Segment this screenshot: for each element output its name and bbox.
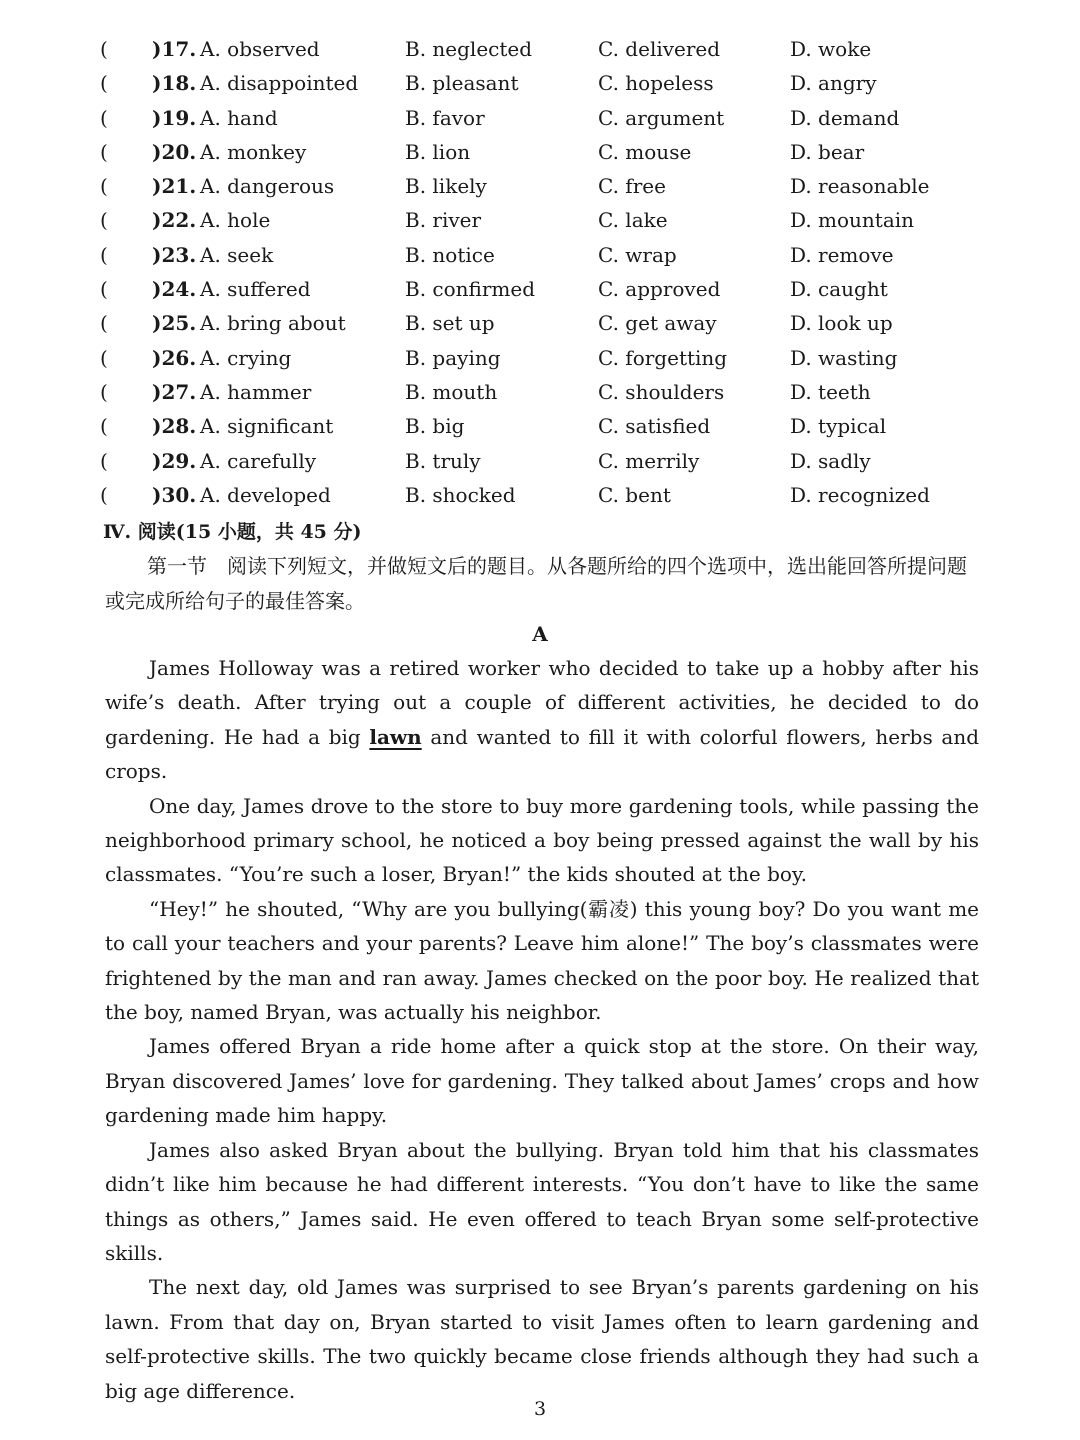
option-a: A. developed <box>200 482 331 507</box>
option-b: B. big <box>405 414 465 439</box>
underlined-word: lawn <box>369 724 422 749</box>
answer-bracket: ( <box>100 311 108 336</box>
option-d: D. sadly <box>790 448 871 473</box>
answer-bracket: ( <box>100 242 108 267</box>
question-row <box>0 444 1080 478</box>
answer-bracket: ( <box>100 414 108 439</box>
question-row <box>0 409 1080 443</box>
option-a: A. dangerous <box>200 174 335 199</box>
reading-passage <box>105 651 979 1408</box>
option-a: A. seek <box>200 242 274 267</box>
passage-paragraph-5: James also asked Bryan about the bullying. Bryan told him that his classmates didn’t like him because he had different interests. “You don’t have to like the same things as others,” James said. He even offered to teach Bryan some self-protective skills. <box>105 1137 979 1265</box>
answer-bracket: ( <box>100 208 108 233</box>
option-a: A. hole <box>200 208 271 233</box>
option-d: D. mountain <box>790 208 915 233</box>
option-a: A. significant <box>200 414 334 439</box>
option-c: C. merrily <box>598 448 700 473</box>
option-d: D. reasonable <box>790 174 930 199</box>
answer-bracket: ( <box>100 448 108 473</box>
answer-bracket: ( <box>100 71 108 96</box>
question-row <box>0 203 1080 237</box>
question-row <box>0 169 1080 203</box>
passage-paragraph-4: James offered Bryan a ride home after a quick stop at the store. On their way, Bryan discovered James’ love for gardening. They talked about James’ crops and how gardening made him happy. <box>105 1034 979 1128</box>
section-instructions: 第一节 阅读下列短文，并做短文后的题目。从各题所给的四个选项中，选出能回答所提问题或完成所给句子的最佳答案。 <box>105 554 967 613</box>
option-b: B. notice <box>405 242 495 267</box>
option-b: B. lion <box>405 139 471 164</box>
passage-paragraph-3: “Hey!” he shouted, “Why are you bullying(霸凌) this young boy? Do you want me to call your teachers and your parents? Leave him alone!” The boy’s classmates were frightened by the man and ran away. James checked on the poor boy. He realized that the boy, named Bryan, was actually his neighbor. <box>105 896 979 1025</box>
question-number: )21. <box>152 174 197 199</box>
option-b: B. confirmed <box>405 277 536 302</box>
option-c: C. satisfied <box>598 414 711 439</box>
answer-bracket: ( <box>100 105 108 130</box>
option-d: D. caught <box>790 277 888 302</box>
question-number: )20. <box>152 139 197 164</box>
option-b: B. set up <box>405 311 495 336</box>
question-row <box>0 135 1080 169</box>
option-a: A. crying <box>200 345 292 370</box>
option-b: B. shocked <box>405 482 516 507</box>
passage-title: A <box>532 622 548 646</box>
question-number: )28. <box>152 414 197 439</box>
option-c: C. bent <box>598 482 671 507</box>
option-c: C. mouse <box>598 139 692 164</box>
option-c: C. wrap <box>598 242 677 267</box>
option-c: C. delivered <box>598 37 721 61</box>
option-a: A. carefully <box>200 448 317 473</box>
option-d: D. recognized <box>790 482 930 507</box>
option-a: A. bring about <box>200 311 346 336</box>
answer-bracket: ( <box>100 139 108 164</box>
question-number: )18. <box>152 71 197 96</box>
option-b: B. truly <box>405 448 481 473</box>
passage-paragraph-6: The next day, old James was surprised to see Bryan’s parents gardening on his lawn. From that day on, Bryan started to visit James often to learn gardening and self-protective skills. The two quickly became close friends although they had such a big age difference. <box>105 1275 979 1403</box>
question-row <box>0 66 1080 100</box>
option-a: A. monkey <box>200 139 307 164</box>
option-c: C. argument <box>598 105 725 130</box>
option-d: D. woke <box>790 37 872 61</box>
option-a: A. hand <box>200 105 278 130</box>
option-d: D. demand <box>790 105 900 130</box>
question-number: )29. <box>152 448 197 473</box>
paragraph-text: and wanted to fill it with colorful flowers, herbs and crops. <box>105 724 980 784</box>
question-row <box>0 238 1080 272</box>
question-row <box>0 306 1080 340</box>
option-b: B. pleasant <box>405 71 519 96</box>
question-row <box>0 272 1080 306</box>
question-number: )22. <box>152 208 197 233</box>
option-c: C. forgetting <box>598 345 728 370</box>
option-c: C. hopeless <box>598 71 714 96</box>
option-c: C. approved <box>598 277 721 302</box>
option-b: B. river <box>405 208 482 233</box>
question-number: )27. <box>152 379 197 404</box>
option-a: A. suffered <box>200 277 311 302</box>
question-number: )24. <box>152 277 197 302</box>
section-heading: Ⅳ. 阅读(15 小题，共 45 分) <box>103 521 362 543</box>
option-d: D. remove <box>790 242 894 267</box>
paragraph-text: James Holloway was a retired worker who decided to take up a hobby after his wife’s death. After trying out a couple of different activities, he decided to do gardening. He had a big <box>105 656 979 749</box>
answer-bracket: ( <box>100 345 108 370</box>
option-d: D. wasting <box>790 345 898 370</box>
question-number: )25. <box>152 311 197 336</box>
question-number: )17. <box>152 37 197 61</box>
question-row <box>0 478 1080 512</box>
question-row <box>0 375 1080 409</box>
option-d: D. bear <box>790 139 865 164</box>
passage-paragraph-1 <box>105 651 979 789</box>
option-b: B. favor <box>405 105 485 130</box>
option-b: B. paying <box>405 345 501 370</box>
question-number: )26. <box>152 345 197 370</box>
option-a: A. observed <box>200 37 320 61</box>
option-d: D. typical <box>790 414 887 439</box>
question-row <box>0 32 1080 66</box>
option-b: B. mouth <box>405 379 498 404</box>
question-row <box>0 341 1080 375</box>
option-d: D. teeth <box>790 379 871 404</box>
option-b: B. likely <box>405 174 487 199</box>
answer-bracket: ( <box>100 37 108 61</box>
option-a: A. hammer <box>200 379 312 404</box>
page-number: 3 <box>533 1398 547 1420</box>
question-number: )23. <box>152 242 197 267</box>
option-c: C. get away <box>598 311 717 336</box>
question-number: )19. <box>152 105 197 130</box>
passage-paragraph-2: One day, James drove to the store to buy more gardening tools, while passing the neighborhood primary school, he noticed a boy being pressed against the wall by his classmates. “You’re such a loser, Bryan!” the kids shouted at the boy. <box>105 793 979 887</box>
answer-bracket: ( <box>100 482 108 507</box>
option-a: A. disappointed <box>200 71 359 96</box>
answer-bracket: ( <box>100 277 108 302</box>
option-c: C. shoulders <box>598 379 725 404</box>
option-d: D. look up <box>790 311 893 336</box>
answer-bracket: ( <box>100 379 108 404</box>
option-d: D. angry <box>790 71 877 96</box>
multiple-choice-list <box>0 32 1080 512</box>
question-number: )30. <box>152 482 197 507</box>
answer-bracket: ( <box>100 174 108 199</box>
option-c: C. lake <box>598 208 668 233</box>
option-c: C. free <box>598 174 666 199</box>
question-row <box>0 101 1080 135</box>
option-b: B. neglected <box>405 37 533 61</box>
